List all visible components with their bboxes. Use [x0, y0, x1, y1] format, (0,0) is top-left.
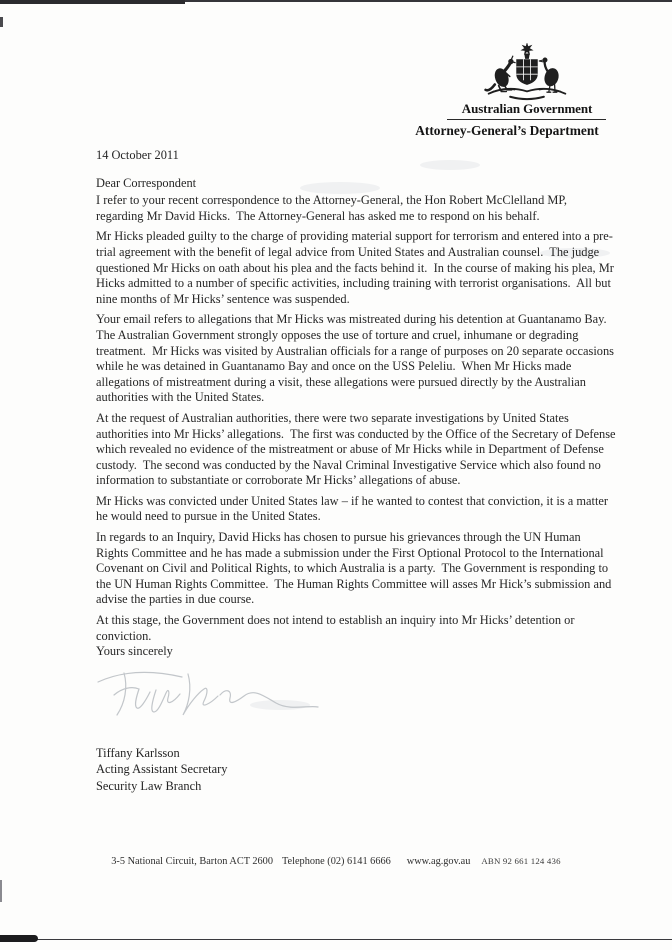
salutation: Dear Correspondent	[96, 175, 197, 190]
government-title: Australian Government	[461, 101, 593, 116]
scan-artifact-bottom-line	[0, 939, 672, 940]
scan-artifact-left-notch	[0, 17, 3, 27]
letter-body	[96, 148, 619, 794]
footer-website: www.ag.gov.au	[406, 856, 471, 867]
signatory-title: Acting Assistant Secretary	[96, 762, 228, 777]
paragraph-investigations: At the request of Australian authorities, there were two separate investigations by United States authorities into Mr Hicks’ allegations. The first was conducted by the Office of the Secretary of Defense which revealed no evidence of the mistreatment or abuse of Mr Hicks while in Department of Defense custody. The second was conducted by the Naval Criminal Investigative Service which also found no information to substantiate or corroborate Mr Hicks’ allegations of abuse.	[96, 410, 619, 488]
letter-date: 14 October 2011	[96, 148, 179, 162]
scan-artifact-left-lower	[0, 880, 2, 902]
paragraph-un-inquiry: In regards to an Inquiry, David Hicks has chosen to pursue his grievances through the UN Human Rights Committee and he has made a submission under the First Optional Protocol to the International Covenant on Civil and Political Rights, to which Australia is a party. The Government is responding to the UN Human Rights Committee. The Human Rights Committee will asses Mr Hick’s submission and advise the parties in due course.	[96, 530, 615, 607]
closing-line: Yours sincerely	[96, 644, 173, 659]
paragraph-no-inquiry: At this stage, the Government does not intend to establish an inquiry into Mr Hicks’ detention or conviction.	[96, 613, 578, 643]
paragraph-conviction: Mr Hicks was convicted under United States law – if he wanted to contest that conviction, it is a matter he would need to pursue in the United States.	[96, 493, 612, 524]
letterhead-divider	[447, 119, 606, 120]
signatory-branch: Security Law Branch	[96, 778, 202, 793]
signature-block	[96, 745, 616, 795]
scan-artifact-top-left	[0, 0, 185, 4]
paragraph-guilty-plea: Mr Hicks pleaded guilty to the charge of providing material support for terrorism and entered into a pre-trial agreement with the benefit of legal advice from United States and Australian counsel. The judge questioned Mr Hicks on oath about his plea and the facts behind it. In the course of making his plea, Mr Hicks admitted to a number of specific activities, including training with terrorist organisations. All but nine months of Mr Hicks’ sentence was suspended.	[96, 229, 617, 306]
footer-abn: ABN 92 661 124 436	[481, 856, 561, 866]
scan-artifact-bottom-blob	[0, 935, 38, 942]
signatory-name: Tiffany Karlsson	[96, 745, 180, 760]
signature-image	[92, 662, 327, 724]
australian-coat-of-arms-icon	[481, 43, 573, 103]
footer-address: 3-5 National Circuit, Barton ACT 2600	[111, 856, 273, 867]
footer-telephone: Telephone (02) 6141 6666	[281, 856, 391, 867]
paragraph-intro: I refer to your recent correspondence to the Attorney-General, the Hon Robert McClelland MP, regarding Mr David Hicks. The Attorney-General has asked me to respond on his behalf.	[96, 193, 571, 223]
paragraph-mistreatment-allegations: Your email refers to allegations that Mr Hicks was mistreated during his detention at Guantanamo Bay. The Australian Government strongly opposes the use of torture and cruel, inhumane or degrading treatment. Mr Hicks was visited by Australian officials for a range of purposes on 20 separate occasions while he was detained in Guantanamo Bay and once on the USS Peleliu. When Mr Hicks made allegations of mistreatment during a visit, these allegations were pursued directly by the Australian authorities with the United States.	[96, 312, 618, 405]
letter-footer	[0, 856, 672, 867]
department-title: Attorney-General’s Department	[415, 123, 599, 138]
